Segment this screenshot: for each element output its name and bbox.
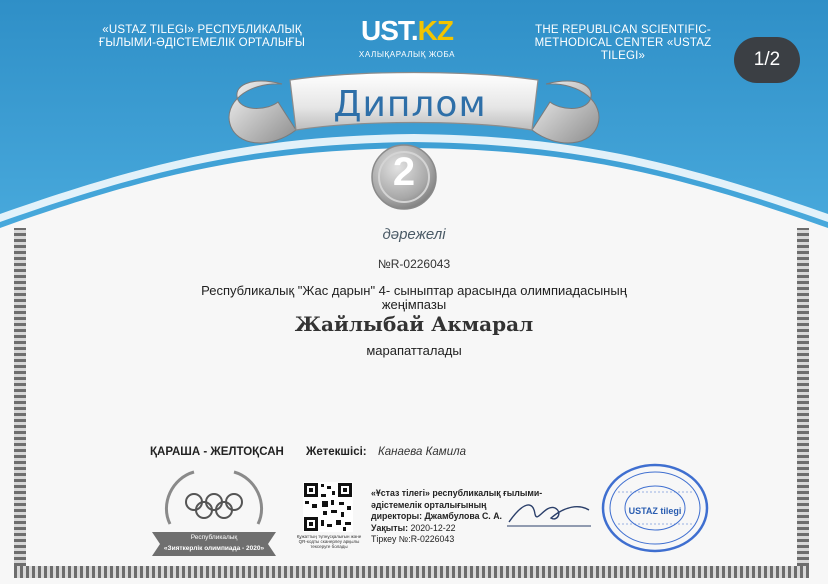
olympiad-line1: Республикалық — [190, 534, 238, 541]
award-description: Республикалық "Жас дарын" 4- сыныптар арасында олимпиадасының жеңімпазы — [201, 283, 627, 312]
page-indicator[interactable]: 1/2 — [734, 37, 800, 83]
right-border — [797, 228, 809, 578]
date-label: Уақыты: — [371, 522, 409, 533]
logo-subtitle: ХАЛЫҚАРАЛЫҚ ЖОБА — [358, 50, 456, 59]
diploma-title: Диплом — [333, 84, 487, 125]
header-left-line1: «USTAZ TILEGI» РЕСПУБЛИКАЛЫҚ — [102, 24, 302, 36]
ust-kz-logo — [352, 16, 462, 59]
awarded-label: марапатталады — [366, 343, 462, 358]
bottom-border — [14, 566, 809, 578]
director-signature — [505, 496, 593, 530]
header-right-line2: METHODICAL CENTER «USTAZ TILEGI» — [534, 37, 712, 62]
reg-label: Тіркеу №: — [371, 534, 411, 544]
reg-value: R-0226043 — [410, 534, 455, 544]
date-value: 2020-12-22 — [410, 522, 456, 533]
qr-caption: Құжаттың түпнұсқалығын және QR-кодты сканерлеу арқылы тексеруге болады — [296, 534, 362, 549]
header-right-text — [514, 24, 732, 63]
period-label: ҚАРАША - ЖЕЛТОҚСАН — [150, 446, 284, 458]
supervisor-name: Канаева Камила — [378, 446, 466, 458]
logo-part1: UST. — [360, 15, 418, 46]
org-line3: директоры: Джамбулова С. А. — [371, 511, 502, 521]
stamp-text: USTAZ tilegi — [628, 506, 682, 516]
reg-row — [371, 534, 561, 546]
left-border — [14, 228, 26, 578]
supervisor-label: Жетекшісі: — [306, 446, 367, 458]
header-left-line2: ҒЫЛЫМИ-ӘДІСТЕМЕЛІК ОРТАЛЫҒЫ — [98, 37, 306, 49]
diploma-number: №R-0226043 — [377, 257, 451, 271]
olympiad-line2: «Зияткерлік олимпиада - 2020» — [163, 545, 265, 552]
degree-label: дәрежелі — [382, 226, 446, 243]
org-line2: әдістемелік орталығының — [371, 499, 487, 510]
header-right-line1: THE REPUBLICAN SCIENTIFIC- — [535, 24, 711, 36]
recipient-name: Жайлыбай Акмарал — [294, 312, 534, 336]
medal-number: 2 — [392, 150, 416, 194]
logo-part2: KZ — [417, 15, 453, 46]
header-left-text — [92, 24, 312, 50]
qr-code-icon[interactable] — [303, 482, 353, 532]
org-line1: «Ұстаз тілегі» республикалық ғылыми- — [371, 488, 543, 498]
